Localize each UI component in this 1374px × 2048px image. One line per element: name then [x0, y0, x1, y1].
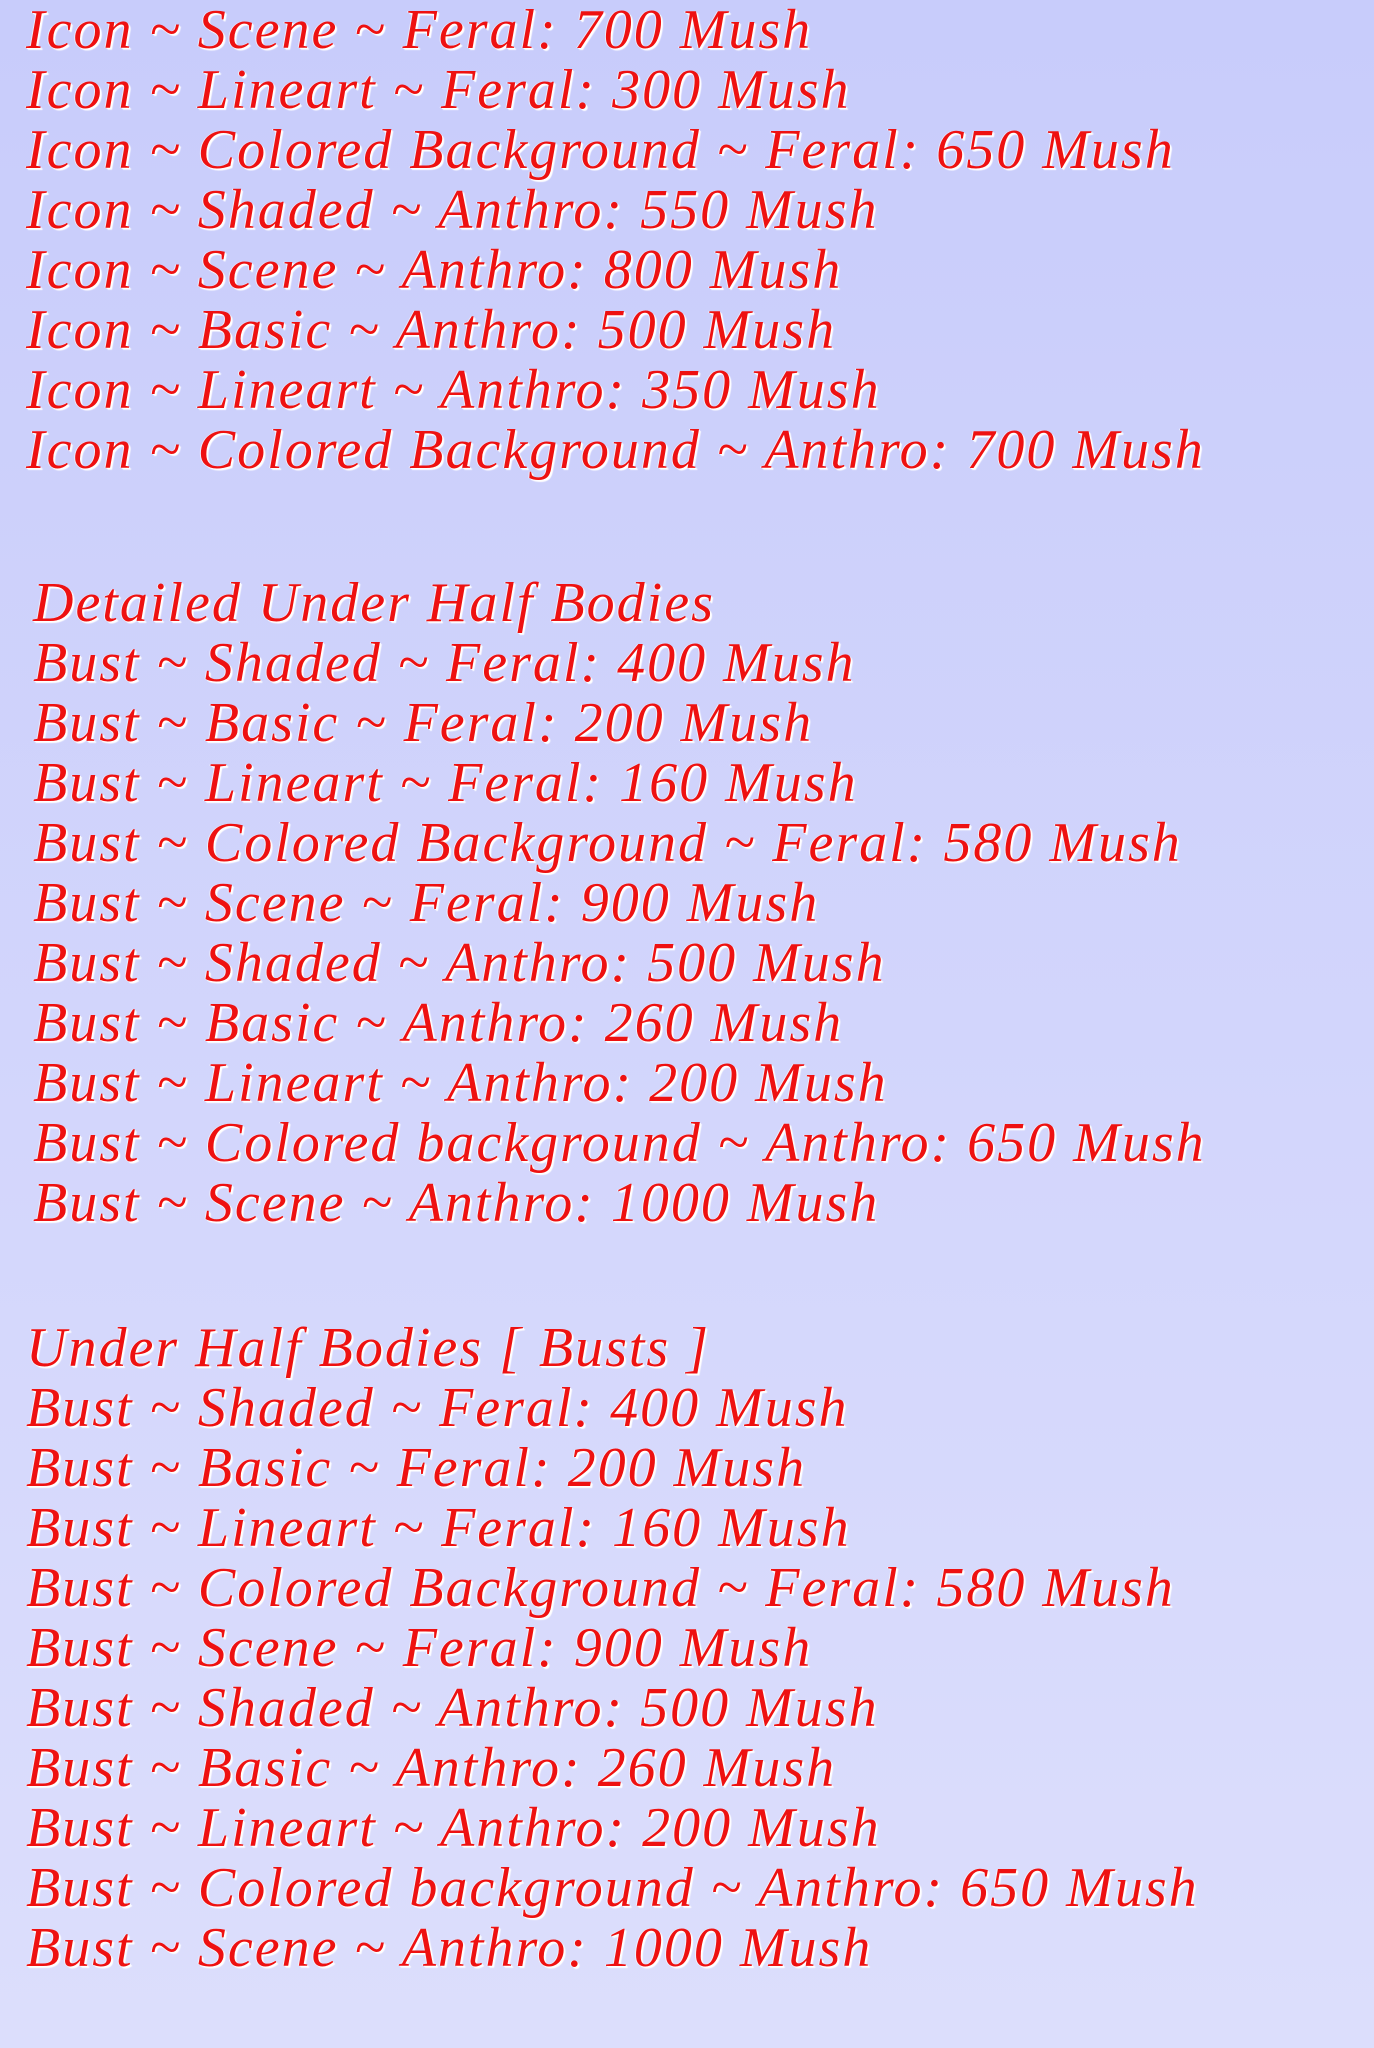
price-line: Bust ~ Basic ~ Feral: 200 Mush [33, 692, 814, 754]
price-line: Bust ~ Colored Background ~ Feral: 580 Mush [33, 812, 1182, 874]
price-line: Bust ~ Shaded ~ Anthro: 500 Mush [33, 932, 886, 994]
price-line: Bust ~ Shaded ~ Feral: 400 Mush [33, 632, 856, 694]
price-line: Bust ~ Scene ~ Feral: 900 Mush [26, 1617, 813, 1679]
price-line: Icon ~ Lineart ~ Feral: 300 Mush [26, 59, 851, 121]
price-line: Bust ~ Scene ~ Anthro: 1000 Mush [33, 1172, 880, 1234]
price-line: Icon ~ Colored Background ~ Feral: 650 Mush [26, 119, 1175, 181]
price-line: Bust ~ Lineart ~ Feral: 160 Mush [26, 1497, 851, 1559]
price-line: Icon ~ Scene ~ Feral: 700 Mush [26, 0, 813, 61]
price-line: Icon ~ Basic ~ Anthro: 500 Mush [26, 299, 837, 361]
price-line: Icon ~ Lineart ~ Anthro: 350 Mush [26, 359, 881, 421]
price-line: Icon ~ Scene ~ Anthro: 800 Mush [26, 239, 843, 301]
price-line: Bust ~ Basic ~ Anthro: 260 Mush [26, 1737, 837, 1799]
section-heading: Detailed Under Half Bodies [33, 572, 715, 634]
price-line: Bust ~ Basic ~ Feral: 200 Mush [26, 1437, 807, 1499]
price-line: Bust ~ Lineart ~ Feral: 160 Mush [33, 752, 858, 814]
price-line: Bust ~ Lineart ~ Anthro: 200 Mush [33, 1052, 888, 1114]
section-heading: Under Half Bodies [ Busts ] [26, 1317, 710, 1379]
price-line: Bust ~ Lineart ~ Anthro: 200 Mush [26, 1797, 881, 1859]
detailed-half-bodies-section [33, 573, 1206, 1233]
price-line: Icon ~ Colored Background ~ Anthro: 700 Mush [26, 419, 1205, 481]
price-line: Bust ~ Shaded ~ Feral: 400 Mush [26, 1377, 849, 1439]
price-line: Bust ~ Scene ~ Feral: 900 Mush [33, 872, 820, 934]
price-line: Bust ~ Scene ~ Anthro: 1000 Mush [26, 1917, 873, 1979]
price-line: Bust ~ Shaded ~ Anthro: 500 Mush [26, 1677, 879, 1739]
price-line: Bust ~ Basic ~ Anthro: 260 Mush [33, 992, 844, 1054]
price-line: Bust ~ Colored background ~ Anthro: 650 Mush [33, 1112, 1206, 1174]
icon-prices-section [26, 0, 1205, 480]
price-line: Icon ~ Shaded ~ Anthro: 550 Mush [26, 179, 879, 241]
half-bodies-busts-section [26, 1318, 1199, 1978]
price-line: Bust ~ Colored background ~ Anthro: 650 Mush [26, 1857, 1199, 1919]
price-line: Bust ~ Colored Background ~ Feral: 580 Mush [26, 1557, 1175, 1619]
